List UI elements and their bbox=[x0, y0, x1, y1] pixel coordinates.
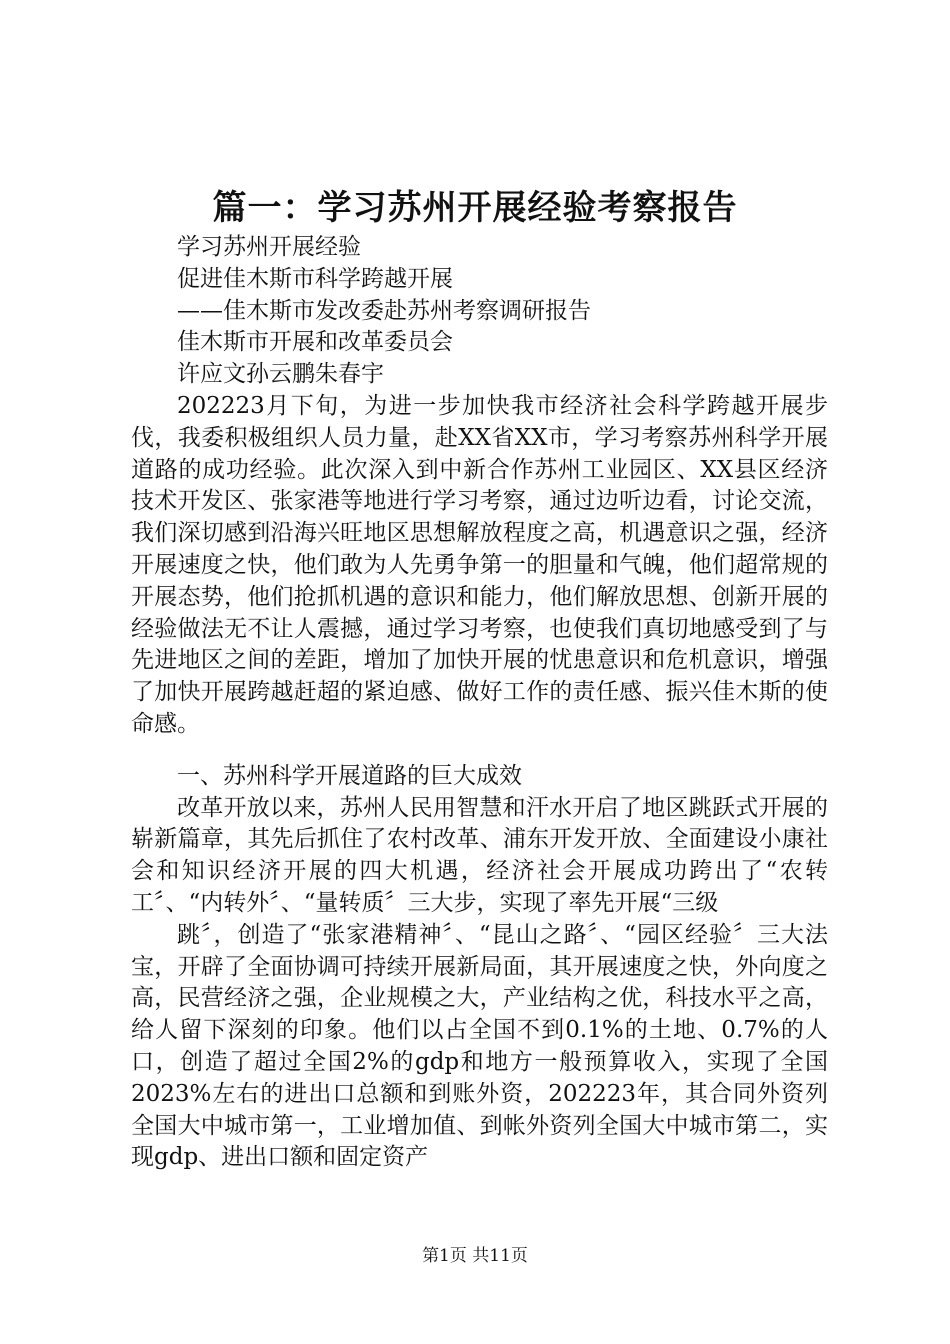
header-line-5: 许应文孙云鹏朱春宇 bbox=[177, 361, 384, 388]
header-line-3: ——佳木斯市发改委赴苏州考察调研报告 bbox=[177, 297, 591, 324]
header-line-1: 学习苏州开展经验 bbox=[177, 234, 361, 260]
page-footer: 第1页 共11页 bbox=[422, 1246, 528, 1266]
paragraph-continuation: 跳〞，创造了“张家港精神〞、“昆山之路〞、“园区经验〞三大法宝，开辟了全面协调可持续开展新局面，其开展速度之快，外向度之高，民营经济之强，企业规模之大，产业结构之优，科技水平之高，给人留下深刻的印象。他们以占全国不到0.1%的土地、0.7%的人口，创造了超过全国2%的gdp和地方一般预算收入，实现了全国2023%左右的进出口总额和到账外资，202223年，其合同外资列全国大中城市第一，工业增加值、到帐外资列全国大中城市第二，实现gdp、进出口额和固定资产 bbox=[131, 921, 828, 1171]
document-body bbox=[131, 232, 828, 1174]
paragraph-intro: 202223月下旬，为进一步加快我市经济社会科学跨越开展步伐，我委积极组织人员力量，赴XX省XX市，学习考察苏州科学开展道路的成功经验。此次深入到中新合作苏州工业园区、XX县区经济技术开发区、张家港等地进行学习考察，通过边听边看，讨论交流，我们深切感到沿海兴旺地区思想解放程度之高，机遇意识之强，经济开展速度之快，他们敢为人先勇争第一的胆量和气魄，他们超常规的开展态势，他们抢抓机遇的意识和能力，他们解放思想、创新开展的经验做法无不让人震撼，通过学习考察，也使我们真切地感受到了与先进地区之间的差距，增加了加快开展的忧患意识和危机意识，增强了加快开展跨越赶超的紧迫感、做好工作的责任感、振兴佳木斯的使命感。 bbox=[131, 392, 828, 737]
header-line-2: 促进佳木斯市科学跨越开展 bbox=[177, 265, 453, 292]
header-line-4: 佳木斯市开展和改革委员会 bbox=[177, 329, 453, 356]
paragraph-gap bbox=[131, 741, 828, 761]
section-heading: 一、苏州科学开展道路的巨大成效 bbox=[177, 762, 522, 789]
paragraph-achievements: 改革开放以来，苏州人民用智慧和汗水开启了地区跳跃式开展的崭新篇章，其先后抓住了农村改革、浦东开发开放、全面建设小康社会和知识经济开展的四大机遇，经济社会开展成功跨出了“农转工〞、“内转外〞、“量转质〞三大步，实现了率先开展“三级 bbox=[131, 794, 828, 916]
page-title: 篇一：学习苏州开展经验考察报告 bbox=[212, 188, 738, 228]
